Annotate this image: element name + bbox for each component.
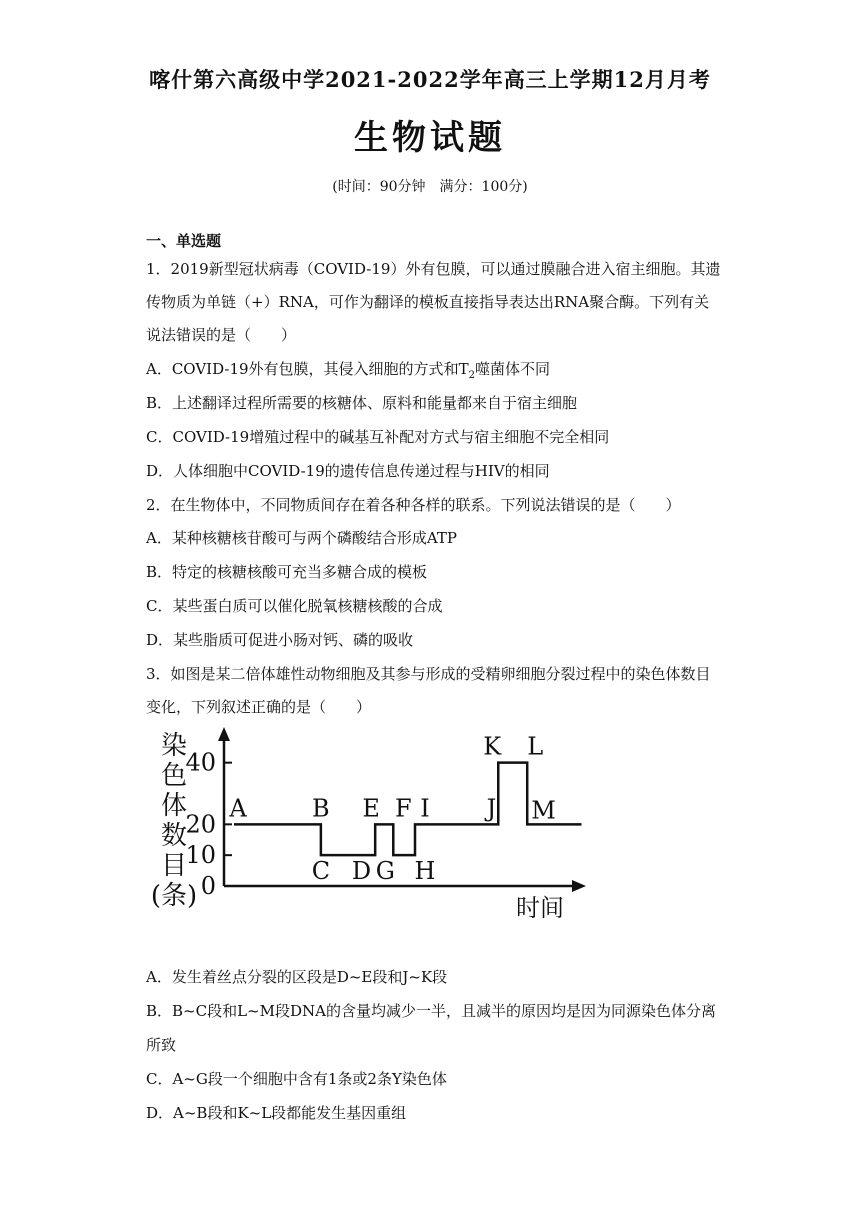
point-label-m: M bbox=[531, 796, 556, 825]
y-tick-label: 20 bbox=[185, 810, 216, 839]
y-axis-label-char: (条) bbox=[150, 881, 198, 911]
y-axis-label-char: 数 bbox=[160, 821, 188, 851]
q1-option-a-text: A．COVID-19外有包膜，其侵入细胞的方式和T bbox=[146, 360, 469, 378]
q1-option-d: D．人体细胞中COVID-19的遗传信息传递过程与HIV的相同 bbox=[146, 462, 550, 480]
y-axis-label-char: 目 bbox=[160, 851, 188, 881]
y-tick-label: 0 bbox=[200, 872, 216, 900]
point-label-f: F bbox=[394, 794, 412, 823]
q3-stem-line: 3．如图是某二倍体雄性动物细胞及其参与形成的受精卵细胞分裂过程中的染色体数目 bbox=[146, 665, 711, 683]
q1-option-c: C．COVID-19增殖过程中的碱基互补配对方式与宿主细胞不完全相同 bbox=[146, 428, 610, 446]
q1-stem-line: 1．2019新型冠状病毒（COVID-19）外有包膜，可以通过膜融合进入宿主细胞。其遗 bbox=[146, 260, 721, 278]
y-axis-label-char: 染 bbox=[160, 731, 188, 761]
q3-option-b-continued: 所致 bbox=[146, 1036, 177, 1054]
point-label-h: H bbox=[414, 857, 436, 886]
exam-info: (时间：90分钟 满分：100分) bbox=[332, 179, 528, 195]
y-axis-arrow bbox=[218, 727, 230, 741]
q1-stem-line: 传物质为单链（+）RNA，可作为翻译的模板直接指导表达出RNA聚合酶。下列有关 bbox=[146, 293, 710, 311]
point-label-j: J bbox=[486, 794, 497, 823]
q3-stem-line: 变化，下列叙述正确的是（ ） bbox=[146, 698, 372, 716]
point-label-g: G bbox=[375, 857, 395, 886]
x-axis-arrow bbox=[572, 880, 586, 892]
q1-option-a-text-end: 噬菌体不同 bbox=[474, 360, 550, 378]
point-label-d: D bbox=[351, 857, 372, 886]
q2-option-c: C．某些蛋白质可以催化脱氧核糖核酸的合成 bbox=[146, 597, 443, 615]
q1-option-a bbox=[146, 358, 550, 381]
chromosome-number-chart bbox=[140, 724, 600, 924]
y-axis-label-char: 体 bbox=[160, 791, 188, 821]
y-axis-label-char: 色 bbox=[160, 761, 188, 791]
q3-option-d: D．A~B段和K~L段都能发生基因重组 bbox=[146, 1104, 407, 1122]
point-label-e: E bbox=[362, 794, 380, 823]
point-label-l: L bbox=[527, 732, 544, 761]
q1-option-a-subscript: 2 bbox=[468, 370, 475, 381]
point-label-i: I bbox=[420, 794, 430, 823]
point-label-a: A bbox=[229, 794, 247, 823]
section-title: 一、单选题 bbox=[146, 232, 222, 250]
y-tick-label: 40 bbox=[185, 748, 216, 777]
chart-svg bbox=[140, 724, 600, 924]
y-tick-label: 10 bbox=[185, 841, 216, 870]
point-label-b: B bbox=[312, 794, 330, 823]
q2-stem-line: 2．在生物体中，不同物质间存在着各种各样的联系。下列说法错误的是（ ） bbox=[146, 496, 681, 514]
q1-option-b: B．上述翻译过程所需要的核糖体、原料和能量都来自于宿主细胞 bbox=[146, 394, 578, 412]
point-label-c: C bbox=[311, 857, 331, 886]
q3-option-c: C．A~G段一个细胞中含有1条或2条Y染色体 bbox=[146, 1070, 447, 1088]
q3-option-a: A．发生着丝点分裂的区段是D~E段和J~K段 bbox=[146, 968, 448, 986]
school-title: 喀什第六高级中学2021-2022学年高三上学期12月月考 bbox=[149, 67, 711, 92]
q2-option-a: A．某种核糖核苷酸可与两个磷酸结合形成ATP bbox=[146, 529, 457, 547]
q3-option-b: B．B~C段和L~M段DNA的含量均减少一半，且减半的原因均是因为同源染色体分离 bbox=[146, 1002, 716, 1020]
x-axis-label: 时间 bbox=[516, 894, 564, 922]
subject-title: 生物试题 bbox=[354, 118, 506, 158]
q1-stem-line: 说法错误的是（ ） bbox=[146, 326, 297, 344]
q2-option-b: B．特定的核糖核酸可充当多糖合成的模板 bbox=[146, 563, 428, 581]
q2-option-d: D．某些脂质可促进小肠对钙、磷的吸收 bbox=[146, 631, 414, 649]
point-label-k: K bbox=[483, 732, 502, 761]
